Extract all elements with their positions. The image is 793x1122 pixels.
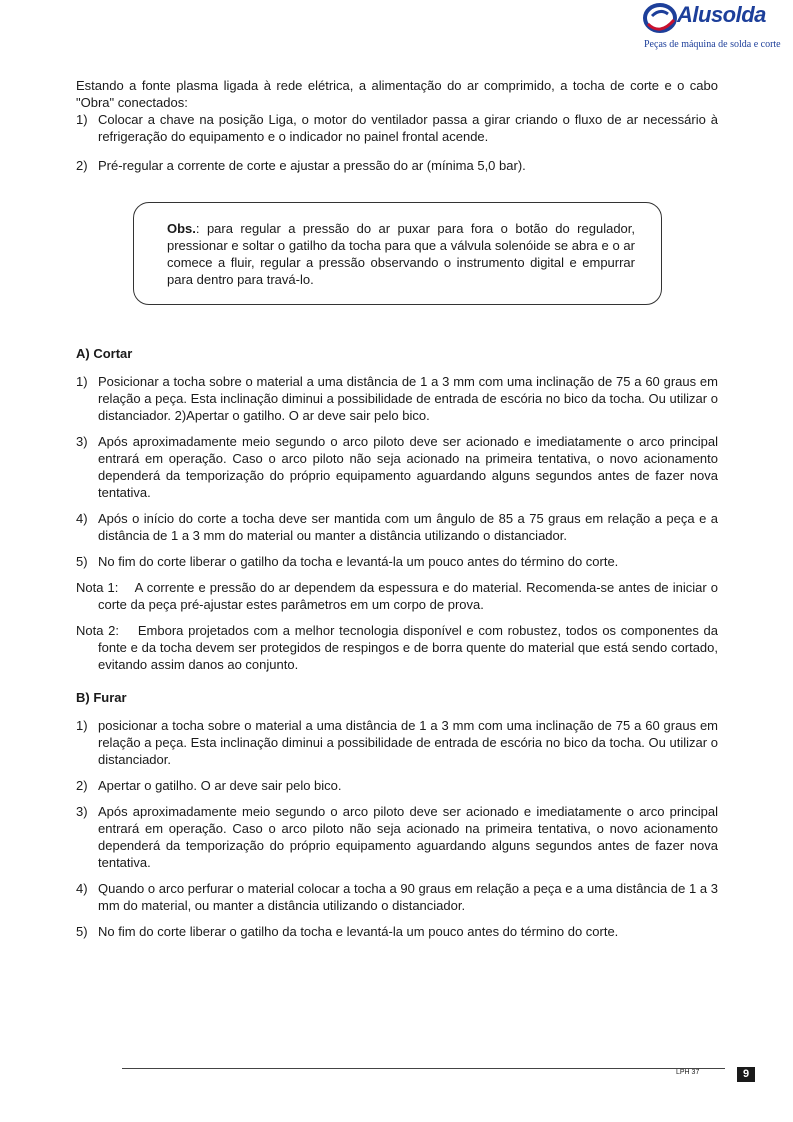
item-text: Posicionar a tocha sobre o material a uma distância de 1 a 3 mm com uma inclinação de 75 a 60 graus em relação a peça. Esta inclinação diminui a possibilidade de entrada de escória no bico da tocha. Ou utilizar o distanciador. 2)Apertar o gatilho. O ar deve sair pelo bico. [98, 374, 718, 423]
intro-text: Estando a fonte plasma ligada à rede elétrica, a alimentação do ar comprimido, a tocha de corte e o cabo "Obra" conectados: [76, 78, 718, 110]
item-text: Apertar o gatilho. O ar deve sair pelo bico. [98, 778, 342, 793]
list-item [76, 923, 718, 940]
item-number: 1) [76, 112, 88, 127]
observation-box [133, 202, 662, 305]
item-text: posicionar a tocha sobre o material a uma distância de 1 a 3 mm com uma inclinação de 75 a 60 graus em relação a peça. Esta inclinação diminui a possibilidade de entrada de escória no bico da tocha. Ou utilizar o distanciador. [98, 718, 718, 767]
obs-text: : para regular a pressão do ar puxar para fora o botão do regulador, pressionar e soltar o gatilho da tocha para que a válvula solenóide se abra e o ar comece a fluir, regular a pressão observando o instrumento digital e empurrar para dentro para travá-lo. [167, 221, 635, 287]
note [76, 622, 718, 673]
item-text: No fim do corte liberar o gatilho da tocha e levantá-la um pouco antes do término do corte. [98, 924, 619, 939]
list-item [76, 880, 718, 914]
item-number: 4) [76, 881, 88, 896]
list-item [76, 510, 718, 544]
list-item [76, 111, 718, 145]
list-item [76, 157, 718, 174]
list-item [76, 553, 718, 570]
note-text: Embora projetados com a melhor tecnologia disponível e com robustez, todos os componentes da fonte e da tocha devem ser protegidos de respingos e de borra quente do material que está sendo cortado, evitando assim danos ao conjunto. [98, 623, 718, 672]
list-item [76, 777, 718, 794]
note [76, 579, 718, 613]
item-number: 1) [76, 718, 88, 733]
item-number: 2) [76, 778, 88, 793]
item-number: 5) [76, 554, 88, 569]
list-item [76, 717, 718, 768]
footer-divider [122, 1068, 725, 1069]
footer-model-code: LPH 37 [676, 1069, 700, 1076]
item-number: 1) [76, 374, 88, 389]
brand-tagline: Peças de máquina de solda e corte [644, 39, 781, 50]
item-number: 5) [76, 924, 88, 939]
list-item [76, 803, 718, 871]
item-text: Quando o arco perfurar o material colocar a tocha a 90 graus em relação a peça e a uma distância de 1 a 3 mm do material, ou manter a distância utilizando o distanciador. [98, 881, 718, 913]
document-body [76, 77, 718, 940]
logo-swoosh-icon [642, 2, 680, 36]
item-text: Colocar a chave na posição Liga, o motor do ventilador passa a girar criando o fluxo de ar necessário à refrigeração do equipamento e o indicador no painel frontal acende. [98, 112, 718, 144]
item-text: No fim do corte liberar o gatilho da tocha e levantá-la um pouco antes do término do corte. [98, 554, 619, 569]
brand-logo [640, 2, 781, 50]
note-text: A corrente e pressão do ar dependem da espessura e do material. Recomenda-se antes de iniciar o corte da peça pré-ajustar estes parâmetros em um corpo de prova. [98, 580, 718, 612]
section-heading-furar: B) Furar [76, 690, 127, 705]
item-number: 4) [76, 511, 88, 526]
section-heading-cortar: A) Cortar [76, 346, 133, 361]
item-number: 3) [76, 434, 88, 449]
obs-label: Obs. [167, 221, 196, 236]
item-text: Pré-regular a corrente de corte e ajustar a pressão do ar (mínima 5,0 bar). [98, 158, 526, 173]
item-number: 2) [76, 158, 88, 173]
note-label: Nota 2: [76, 623, 120, 638]
note-label: Nota 1: [76, 580, 119, 595]
list-item [76, 433, 718, 501]
item-number: 3) [76, 804, 88, 819]
list-item [76, 373, 718, 424]
page-number: 9 [737, 1067, 755, 1082]
item-text: Após o início do corte a tocha deve ser mantida com um ângulo de 85 a 75 graus em relação a peça e a distância de 1 a 3 mm do material ou manter a distância utilizando o distanciador. [98, 511, 718, 543]
item-text: Após aproximadamente meio segundo o arco piloto deve ser acionado e imediatamente o arco principal entrará em operação. Caso o arco piloto não seja acionado na primeira tentativa, o novo acionamento dependerá da temporização do próprio equipamento aguardando alguns segundos antes de fazer nova tentativa. [98, 804, 718, 870]
brand-name: Alusolda [677, 2, 766, 27]
item-text: Após aproximadamente meio segundo o arco piloto deve ser acionado e imediatamente o arco principal entrará em operação. Caso o arco piloto não seja acionado na primeira tentativa, o novo acionamento dependerá da temporização do próprio equipamento aguardando alguns segundos antes de fazer nova tentativa. [98, 434, 718, 500]
